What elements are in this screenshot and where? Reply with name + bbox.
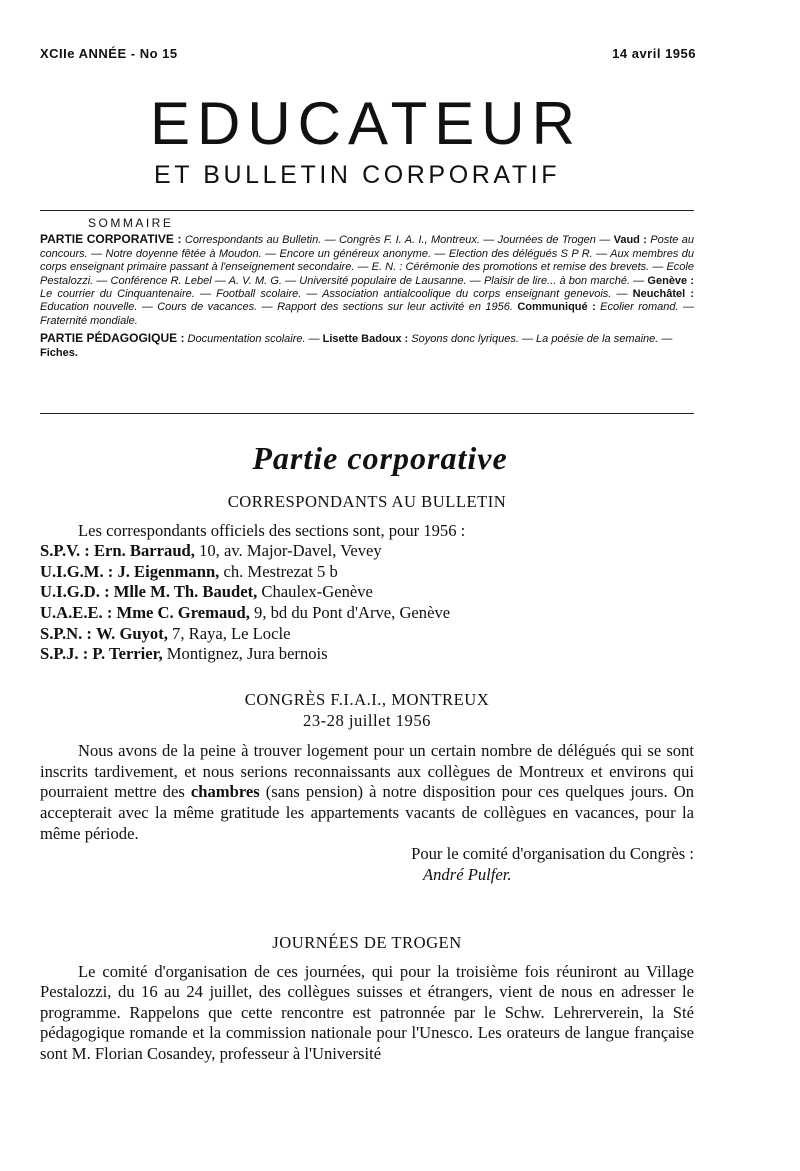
corporative-intro: Correspondants au Bulletin. — Congrès F. I. A. I., Montreux. — Journées de Trogen — (184, 234, 611, 247)
geneve-label: Genève : (647, 274, 695, 287)
issue-header (40, 46, 696, 66)
correspondants-heading: CORRESPONDANTS AU BULLETIN (227, 492, 507, 511)
list-item (40, 603, 694, 624)
list-item (40, 562, 694, 583)
issue-date: 14 avril 1956 (612, 46, 696, 61)
congres-dates: 23-28 juillet 1956 (303, 710, 431, 730)
list-section: U.I.G.M. : (40, 561, 114, 581)
list-item (40, 541, 694, 562)
issue-number: XCIIe ANNÉE - No 15 (40, 46, 178, 61)
sommaire (40, 217, 694, 360)
list-name: P. Terrier, (92, 644, 163, 664)
trogen-paragraph: Le comité d'organisation de ces journées, qui pour la troisième fois réuniront au Village Pestalozzi, du 16 au 24 juillet, des collègues suisses et étrangers, vient de nous en adresser le programme. Rappelons que cette rencontre est patronnée par le Schw. Lehrerverein, la Sté pédagogique romande et la commission nationale pour l'Unesco. Les orateurs de langue française sont M. Florian Cosandey, professeur à l'Université (40, 961, 694, 1063)
communique-label: Communiqué : (517, 301, 596, 314)
sommaire-heading: SOMMAIRE (88, 216, 174, 230)
congres-section (40, 690, 694, 885)
list-section: S.P.J. : (40, 644, 89, 664)
vaud-label: Vaud : (613, 234, 647, 247)
vaud-text: Poste au concours. — Notre doyenne fêtée à Moudon. — Encore un généreux anonyme. — Election des délégués S P R. — Aux membres du corps enseignant primaire passant à l'enseignement secondaire. — E. N. : Cérémonie des promotions et remise des brevets. — Ecole Pestalozzi. — Conférence R. Lebel — A. V. M. G. — Université populaire de Lausanne. — Plaisir de lire... à bon marché. — (40, 234, 695, 287)
sommaire-pedagogique (40, 332, 694, 360)
list-address: ch. Mestrezat 5 b (219, 561, 338, 581)
congres-signoff: Pour le comité d'organisation du Congrès : (411, 844, 694, 864)
correspondants-list (40, 541, 694, 665)
list-name: Mme C. Gremaud, (116, 602, 250, 622)
section-title: Partie corporative (252, 440, 508, 476)
sommaire-corporative (40, 233, 694, 328)
list-name: Mlle M. Th. Baudet, (113, 582, 258, 602)
congres-text: Nous avons de la peine à trouver logement pour un certain nombre de délégués qui se sont inscrits tardivement, et nous serions reconnaissants aux collègues de Montreux et environs qui pourraient mettre des (40, 741, 694, 802)
correspondants-intro: Les correspondants officiels des sections sont, pour 1956 : (78, 520, 466, 540)
list-name: W. Guyot, (96, 623, 168, 643)
list-address: 10, av. Major-Davel, Vevey (194, 541, 382, 561)
pedagogique-fiches: Fiches. (40, 346, 78, 359)
trogen-heading: JOURNÉES DE TROGEN (272, 933, 462, 952)
masthead-title: EDUCATEUR (150, 90, 582, 157)
pedagogique-author: Lisette Badoux : (322, 333, 409, 346)
masthead-subtitle: ET BULLETIN CORPORATIF (154, 161, 561, 189)
congres-heading: CONGRÈS F.I.A.I., MONTREUX (244, 690, 490, 709)
list-item (40, 624, 694, 645)
pedagogique-text1: Documentation scolaire. — (187, 333, 320, 346)
list-address: 7, Raya, Le Locle (167, 623, 291, 643)
list-address: 9, bd du Pont d'Arve, Genève (249, 602, 451, 622)
list-name: J. Eigenmann, (117, 561, 220, 581)
list-section: S.P.N. : (40, 623, 92, 643)
list-section: S.P.V. : (40, 541, 90, 561)
neuchatel-label: Neuchâtel : (632, 288, 695, 301)
rule-top (40, 210, 694, 211)
list-name: Ern. Barraud, (93, 541, 195, 561)
rule-bottom (40, 413, 694, 414)
communique-text: Ecolier romand. — Fraternité mondiale. (40, 301, 695, 327)
congres-paragraph (40, 741, 694, 844)
pedagogique-text2: Soyons donc lyriques. — La poésie de la semaine. — (411, 333, 673, 346)
congres-bold: chambres (190, 782, 260, 802)
geneve-text: Le courrier du Cinquantenaire. — Football scolaire. — Association antialcoolique du corps enseignant genevois. — (40, 288, 628, 301)
list-address: Chaulex-Genève (257, 582, 373, 602)
congres-text-end: (sans pension) à notre disposition pour ces quelques jours. On accepterait avec la même gratitude les appartements vacants de collègues en vacances, pour la même période. (40, 782, 694, 843)
corporative-label: PARTIE CORPORATIVE : (40, 232, 182, 247)
correspondants-section (40, 492, 694, 665)
list-item (40, 644, 694, 665)
list-section: U.I.G.D. : (40, 582, 110, 602)
list-item (40, 582, 694, 603)
list-address: Montignez, Jura bernois (162, 644, 328, 664)
neuchatel-text: Education nouvelle. — Cours de vacances. — Rapport des sections sur leur activité en 1956. (40, 301, 513, 314)
trogen-section (40, 933, 694, 1065)
pedagogique-label: PARTIE PÉDAGOGIQUE : (40, 331, 185, 346)
list-section: U.A.E.E. : (40, 602, 113, 622)
congres-signature: André Pulfer. (423, 864, 512, 884)
